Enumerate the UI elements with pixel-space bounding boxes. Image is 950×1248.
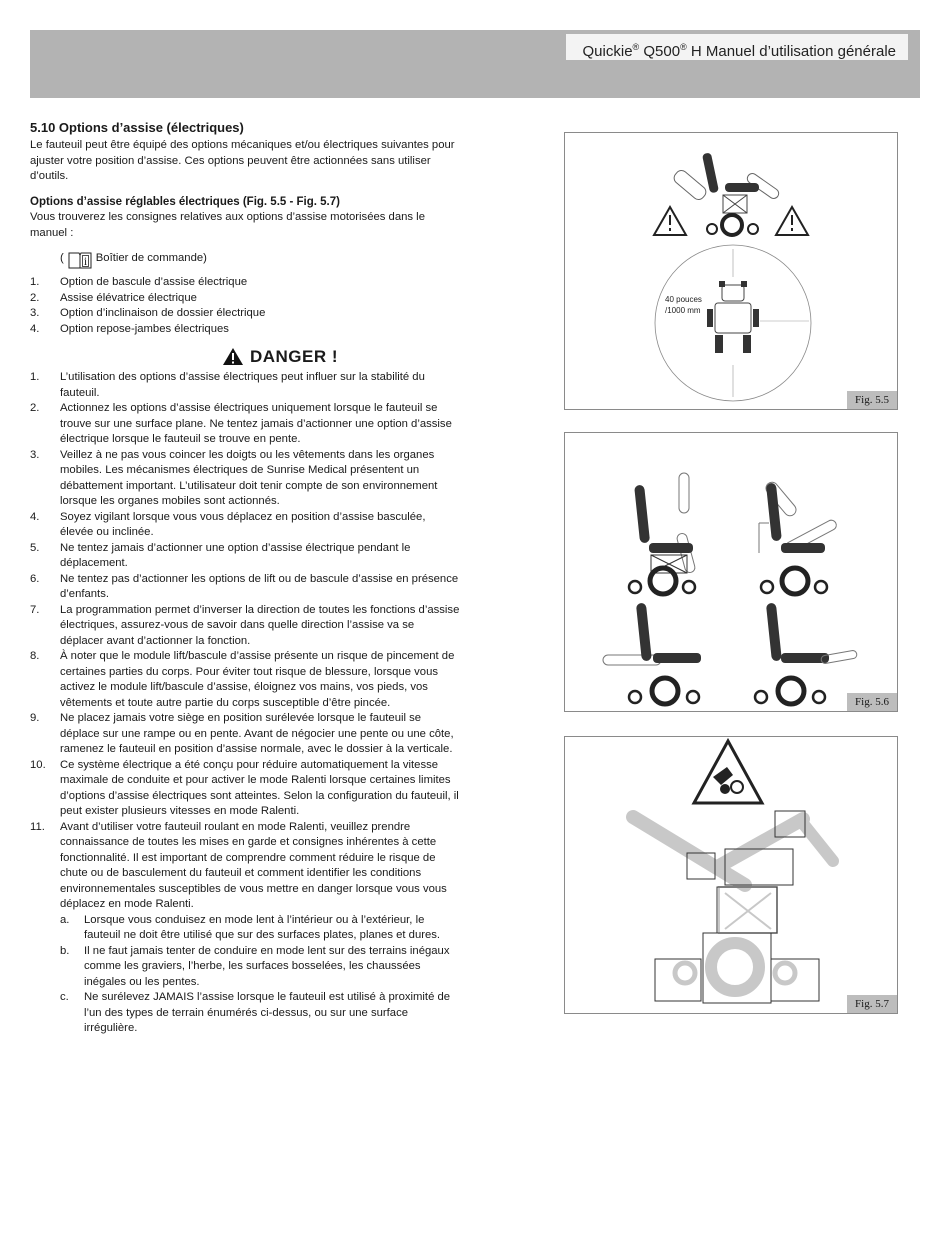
list-item: c. Ne surélevez JAMAIS l’assise lorsque le fauteuil est utilisé à proximité de l’un des types de terrain énumérés ci-dessus, ou sur une surface irrégulière.: [60, 991, 451, 1034]
section-intro: Le fauteuil peut être équipé des options mécaniques et/ou électriques suivantes pour ajuster votre position d’assise. Ces options peuvent être actionnées sans utiliser d’outils.: [30, 139, 455, 182]
list-item: b. Il ne faut jamais tenter de conduire en mode lent sur des terrains inégaux comme les graviers, l’herbe, les surfaces bosselées, les chaussées inégales ou les pentes.: [60, 944, 450, 988]
warning-triangle-icon: [222, 347, 244, 366]
list-item: 7. La programmation permet d’inverser la direction de toutes les fonctions d’assise électriques, assurez-vous de savoir dans quelle direction l’assise va se déplacer avant d’actionner la fonction.: [30, 603, 460, 647]
pinch-points-illustration: [565, 737, 897, 1013]
danger-sub-list: [60, 913, 460, 1037]
subsection-text: Vous trouverez les consignes relatives aux options d’assise motorisées dans le manuel :: [30, 211, 425, 239]
list-item: 1. Option de bascule d’assise électrique: [30, 276, 248, 288]
subsection-title: Options d’assise réglables électriques (Fig. 5.5 - Fig. 5.7): [30, 195, 340, 208]
list-item: 6. Ne tentez pas d’actionner les options de lift ou de bascule d’assise en présence d’enfants.: [30, 572, 459, 600]
header-band: [30, 30, 920, 98]
figure-5-7: [564, 736, 898, 1014]
figure-label: Fig. 5.6: [847, 693, 897, 711]
dimension-label: 40 pouces: [665, 295, 702, 304]
warning-triangle-icon: [654, 207, 686, 235]
list-item: 3. Option d’inclinaison de dossier électrique: [30, 307, 266, 319]
list-item: 4. Option repose-jambes électriques: [30, 322, 229, 335]
figure-5-6: [564, 432, 898, 712]
danger-list: [30, 370, 460, 1037]
list-item: 10. Ce système électrique a été conçu pour réduire automatiquement la vitesse maximale de conduite et pour activer le mode Ralenti lorsque certaines limites d’options d’assise électriques sont atteintes. Selon la configuration du fauteuil, il peut exister plusieurs vitesses en mode Ralenti.: [30, 758, 459, 817]
options-list: [30, 275, 460, 337]
danger-label: DANGER !: [249, 346, 339, 366]
manual-book-icon: [68, 251, 92, 267]
list-item: 11. Avant d’utiliser votre fauteuil roulant en mode Ralenti, veuillez prendre connaissance de toutes les mises en garde et consignes inhérentes à cette fonctionnalité. Il est important de comprendre comment réduire le risque de chute ou de basculement du fauteuil et comment identifier les conditions environnementales susceptibles de vous mettre en danger lorsque vous vous déplacez en mode Ralenti. a. Lorsque vous conduisez en mode lent à l’intérieur ou à l’extérieur, le fauteuil ne doit être utilisé que sur des surfaces plates, planes et dures. b. Il ne faut jamais tenter de conduire en mode lent sur des terrains inégaux comme les graviers, l’herbe, les surfaces bosselées, les chaussées inégales ou les pentes. c. Ne surélevez JAMAIS l’assise lorsque le fauteuil est utilisé à proximité de l’un des types de terrain énumérés ci-dessus, ou sur une surface irrégulière.: [30, 820, 460, 1037]
list-item: 2. Actionnez les options d’assise électriques uniquement lorsque le fauteuil se trouve sur une surface plane. Ne tentez jamais d’actionner une option d’assise électrique lorsque le fauteuil se trouve en pente.: [30, 402, 452, 445]
turning-diagram-illustration: [565, 133, 897, 409]
warning-triangle-icon: [776, 207, 808, 235]
dimension-label: /1000 mm: [665, 306, 701, 315]
manual-reference: ( i Boîtier de commande): [60, 252, 207, 268]
list-item: 3. Veillez à ne pas vous coincer les doigts ou les vêtements dans les organes mobiles. Les mécanismes électriques de Sunrise Medical présentent un débattement important. L’utilisateur doit tenir compte de son environnement lorsque les organes mobiles sont actionnés.: [30, 448, 438, 507]
manual-reference-text: Boîtier de commande): [95, 252, 207, 265]
list-item: 8. À noter que le module lift/bascule d’assise présente un risque de pincement de certaines parties du corps. Pour éviter tout risque de blessure, lorsque vous activez le module lift/bascule d’assise, éloignez vos mains, vos pieds, vos vêtements et toute autre partie du corps susceptible d’être pincée.: [30, 650, 455, 709]
list-item: 9. Ne placez jamais votre siège en position surélevée lorsque le fauteuil se déplace sur une rampe ou en pente. Avant de négocier une pente ou une côte, ramenez le fauteuil en position d’assise normale, avec le dossier à la verticale.: [30, 712, 454, 755]
pinch-hazard-icon: [694, 741, 762, 803]
figure-5-5: [564, 132, 898, 410]
figure-label: Fig. 5.5: [847, 391, 897, 409]
list-item: 2. Assise élévatrice électrique: [30, 291, 197, 304]
header-title: Quickie® Q500® H Manuel d’utilisation générale: [566, 34, 908, 60]
danger-heading: [100, 347, 460, 366]
seating-functions-illustration: [565, 433, 897, 711]
list-item: 1. L’utilisation des options d’assise électriques peut influer sur la stabilité du fauteuil.: [30, 371, 425, 399]
main-column: [30, 120, 460, 1037]
figure-label: Fig. 5.7: [847, 995, 897, 1013]
list-item: 4. Soyez vigilant lorsque vous vous déplacez en position d’assise basculée, élevée ou inclinée.: [30, 510, 426, 538]
list-item: 5. Ne tentez jamais d’actionner une option d’assise électrique pendant le déplacement.: [30, 541, 411, 569]
list-item: a. Lorsque vous conduisez en mode lent à l’intérieur ou à l’extérieur, le fauteuil ne doit être utilisé que sur des surfaces plates, planes et dures.: [60, 913, 441, 941]
svg-text:i: i: [83, 254, 87, 268]
section-title: 5.10 Options d’assise (électriques): [30, 120, 244, 135]
